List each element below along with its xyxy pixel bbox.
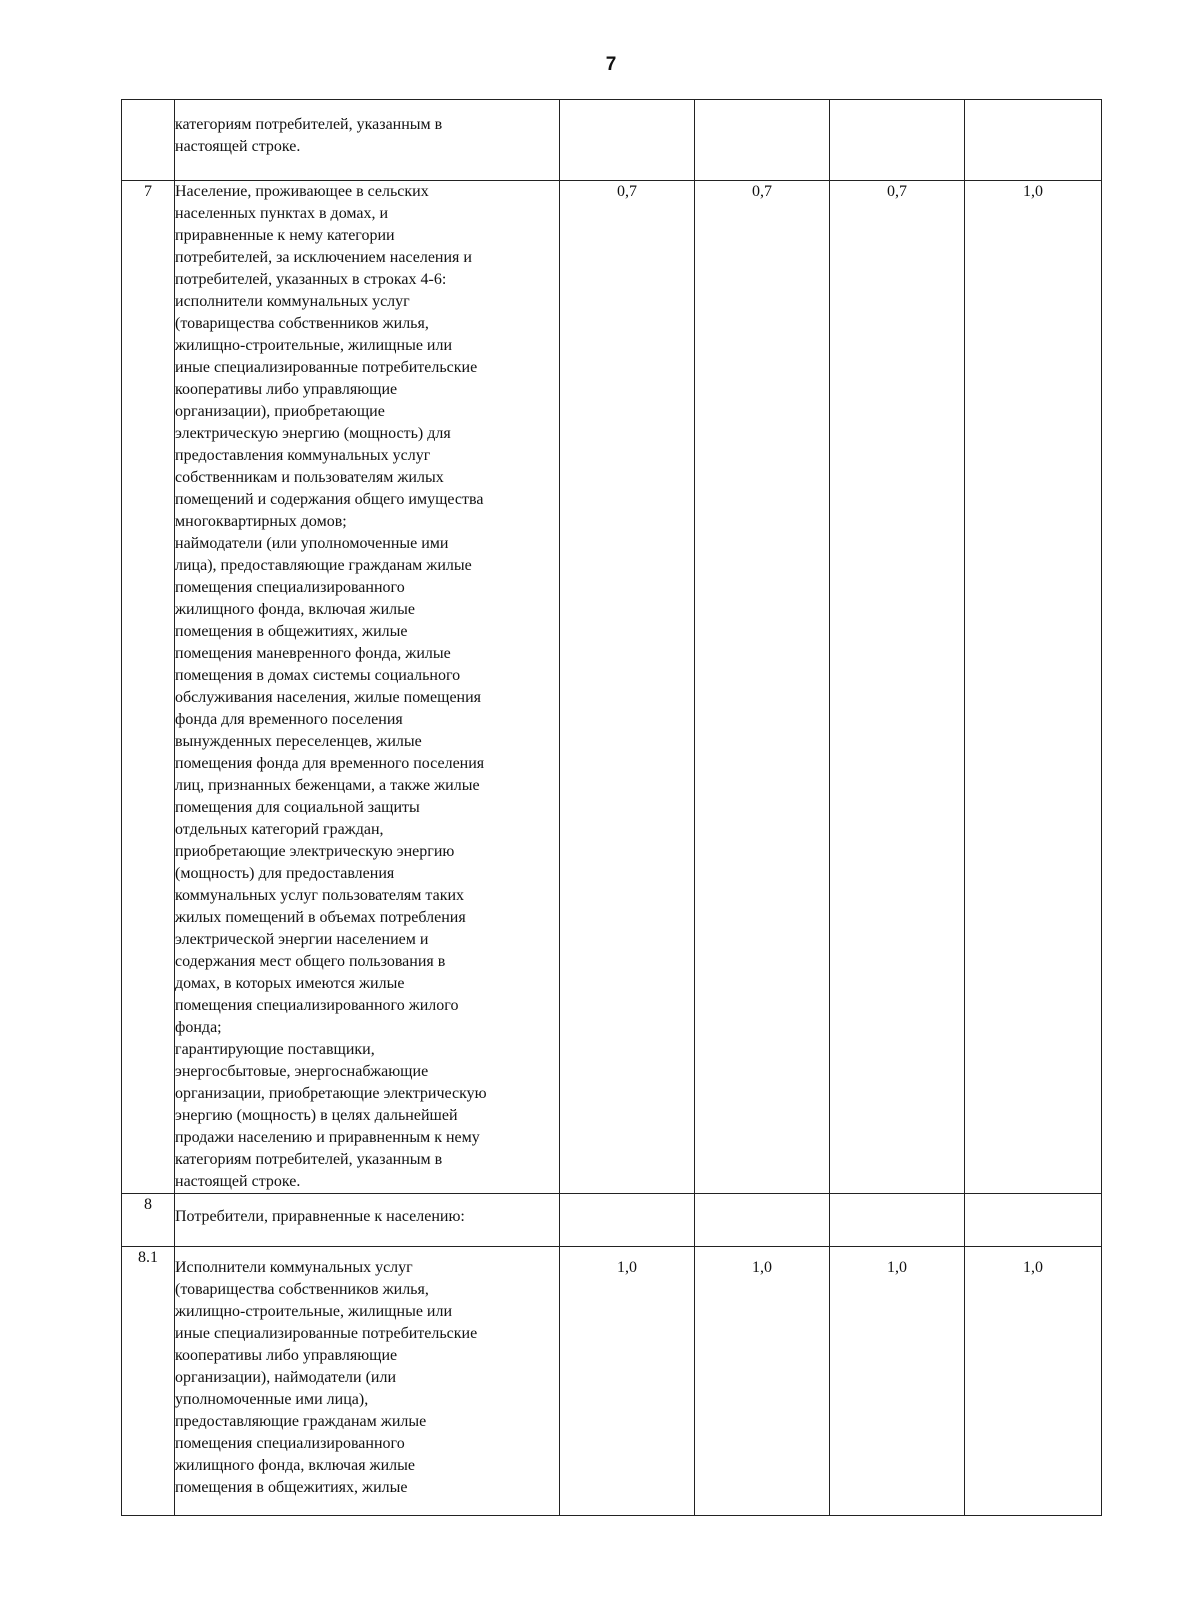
row-number-cell [122,181,175,1194]
value-cell [830,100,965,181]
row-number: 7 [144,183,152,200]
value-cell [965,1194,1102,1247]
row-number: 8 [144,1196,152,1213]
value-cell [560,100,695,181]
table-row [122,181,1102,1194]
value-cell [560,1247,695,1516]
row-number-cell [122,1194,175,1247]
value-cell [830,1247,965,1516]
value-cell [830,1194,965,1247]
row-description: категориям потребителей, указанным в настоящей строке. [175,116,443,155]
coefficient-value: 1,0 [1023,1259,1043,1276]
description-cell [175,1247,560,1516]
description-cell [175,1194,560,1247]
table-row [122,100,1102,181]
coefficient-value: 0,7 [887,183,907,200]
coefficient-value: 0,7 [752,183,772,200]
value-cell [560,1194,695,1247]
value-cell [695,1194,830,1247]
coefficient-value: 1,0 [617,1259,637,1276]
table-row [122,1194,1102,1247]
description-cell [175,181,560,1194]
tariff-coefficient-table [121,99,1102,1516]
row-description: Исполнители коммунальных услуг (товарищества собственников жилья, жилищно-строительные, жилищные или иные специализированные потребительские кооперативы либо управляющие организации), наймодатели (или уполномоченные ими лица), предоставляющие гражданам жилые помещения специализированного жилищного фонда, включая жилые помещения в общежитиях, жилые [175,1259,478,1496]
description-cell [175,100,560,181]
coefficient-value: 1,0 [1023,183,1043,200]
value-cell [965,181,1102,1194]
value-cell [965,100,1102,181]
table-row [122,1247,1102,1516]
value-cell [695,100,830,181]
value-cell [965,1247,1102,1516]
value-cell [695,1247,830,1516]
row-number-cell [122,1247,175,1516]
coefficient-value: 1,0 [752,1259,772,1276]
row-description: Потребители, приравненные к населению: [175,1208,465,1225]
coefficient-value: 0,7 [617,183,637,200]
value-cell [695,181,830,1194]
row-number: 8.1 [138,1249,158,1266]
value-cell [560,181,695,1194]
value-cell [830,181,965,1194]
row-description: Население, проживающее в сельских населенных пунктах в домах, и приравненные к нему категории потребителей, за исключением населения и потребителей, указанных в строках 4-6: исполнители коммунальных услуг (товарищества собственников жилья, жилищно-строительные, жилищные или иные специализированные потребительские кооперативы либо управляющие организации), приобретающие электрическую энергию (мощность) для предоставления коммунальных услуг собственникам и пользователям жилых помещений и содержания общего имущества многоквартирных домов; наймодатели (или уполномоченные ими лица), предоставляющие гражданам жилые помещения специализированного жилищного фонда, включая жилые помещения в общежитиях, жилые помещения маневренного фонда, жилые помещения в домах системы социального обслуживания населения, жилые помещения фонда для временного поселения вынужденных переселенцев, жилые помещения фонда для временного поселения лиц, признанных беженцами, а также жилые помещения для социальной защиты отдельных категорий граждан, приобретающие электрическую энергию (мощность) для предоставления коммунальных услуг пользователям таких жилых помещений в объемах потребления электрической энергии населением и содержания мест общего пользования в домах, в которых имеются жилые помещения специализированного жилого фонда; гарантирующие поставщики, энергосбытовые, энергоснабжающие организации, приобретающие электрическую энергию (мощность) в целях дальнейшей продажи населению и приравненным к нему категориям потребителей, указанным в настоящей строке. [175,183,487,1190]
coefficient-value: 1,0 [887,1259,907,1276]
page-number: 7 [605,54,617,75]
row-number-cell [122,100,175,181]
